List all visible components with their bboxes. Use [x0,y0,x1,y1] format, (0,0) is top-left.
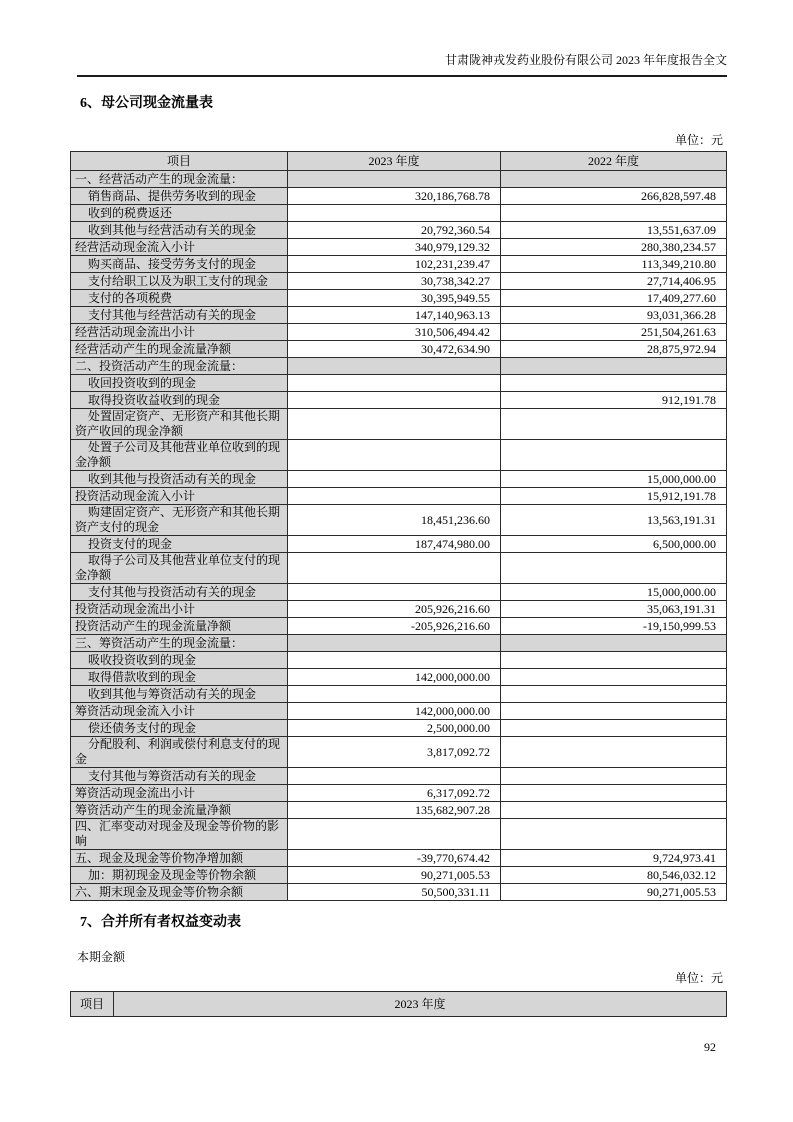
table-row [71,867,727,884]
cash-flow-tbody [71,171,727,901]
row-label: 经营活动现金流出小计 [71,324,288,341]
row-label: 处置固定资产、无形资产和其他长期资产收回的现金净额 [71,409,288,440]
value-2022: 15,000,000.00 [501,471,727,488]
row-label: 吸收投资收到的现金 [71,652,288,669]
value-2022: 266,828,597.48 [501,188,727,205]
value-2023: 135,682,907.28 [288,802,501,819]
table-row [71,635,727,652]
value-2023 [288,440,501,471]
row-label: 收到的税费返还 [71,205,288,222]
value-2022 [501,768,727,785]
row-label: 支付给职工以及为职工支付的现金 [71,273,288,290]
row-label: 分配股利、利润或偿付利息支付的现金 [71,737,288,768]
equity-table [70,991,727,1017]
row-label: 收到其他与筹资活动有关的现金 [71,686,288,703]
value-2023: 187,474,980.00 [288,536,501,553]
table-row [71,584,727,601]
value-2023: 147,140,963.13 [288,307,501,324]
row-label: 销售商品、提供劳务收到的现金 [71,188,288,205]
value-2023: 30,395,949.55 [288,290,501,307]
table-row [71,440,727,471]
row-label: 取得借款收到的现金 [71,669,288,686]
row-label: 筹资活动现金流出小计 [71,785,288,802]
value-2022 [501,703,727,720]
value-2023 [288,488,501,505]
value-2023: 90,271,005.53 [288,867,501,884]
value-2023: 340,979,129.32 [288,239,501,256]
value-2022 [501,171,727,188]
row-label: 支付其他与经营活动有关的现金 [71,307,288,324]
value-2022 [501,553,727,584]
value-2022: 35,063,191.31 [501,601,727,618]
table-row [71,819,727,850]
value-2023: -205,926,216.60 [288,618,501,635]
table-row [71,375,727,392]
row-label: 投资活动现金流入小计 [71,488,288,505]
table-row [71,720,727,737]
value-2023 [288,652,501,669]
value-2023: 2,500,000.00 [288,720,501,737]
value-2022 [501,720,727,737]
table-row [71,618,727,635]
column-header-item: 项目 [71,992,114,1017]
value-2023: 18,451,236.60 [288,505,501,536]
row-label: 投资活动现金流出小计 [71,601,288,618]
value-2023 [288,392,501,409]
document-title: 甘肃陇神戎发药业股份有限公司 2023 年年度报告全文 [444,53,727,67]
row-label: 处置子公司及其他营业单位收到的现金净额 [71,440,288,471]
table-row [71,686,727,703]
value-2023: 3,817,092.72 [288,737,501,768]
value-2022 [501,635,727,652]
row-label: 取得投资收益收到的现金 [71,392,288,409]
row-label: 偿还债务支付的现金 [71,720,288,737]
value-2022 [501,785,727,802]
value-2022: 28,875,972.94 [501,341,727,358]
value-2022 [501,652,727,669]
row-label: 筹资活动产生的现金流量净额 [71,802,288,819]
row-label: 筹资活动现金流入小计 [71,703,288,720]
table-row [71,307,727,324]
table-row [71,324,727,341]
period-label: 本期金额 [77,950,126,964]
value-2022: 93,031,366.28 [501,307,727,324]
document-header [77,52,727,77]
value-2023: 50,500,331.11 [288,884,501,901]
table-row [71,737,727,768]
table-row [71,222,727,239]
value-2023: 6,317,092.72 [288,785,501,802]
table-row [71,536,727,553]
row-label: 收到其他与经营活动有关的现金 [71,222,288,239]
table-row [71,505,727,536]
value-2022 [501,409,727,440]
table-row [71,256,727,273]
value-2023 [288,358,501,375]
value-2023 [288,471,501,488]
value-2023: 30,738,342.27 [288,273,501,290]
row-label: 三、筹资活动产生的现金流量： [71,635,288,652]
value-2022 [501,819,727,850]
column-header-2023: 2023 年度 [288,152,501,171]
value-2022 [501,737,727,768]
row-label: 加：期初现金及现金等价物余额 [71,867,288,884]
value-2023 [288,171,501,188]
value-2022 [501,802,727,819]
row-label: 购建固定资产、无形资产和其他长期资产支付的现金 [71,505,288,536]
row-label: 支付其他与投资活动有关的现金 [71,584,288,601]
table-row [71,703,727,720]
value-2022: 80,546,032.12 [501,867,727,884]
value-2023 [288,584,501,601]
row-label: 六、期末现金及现金等价物余额 [71,884,288,901]
table-header-row [71,992,727,1017]
row-label: 四、汇率变动对现金及现金等价物的影响 [71,819,288,850]
table-row [71,273,727,290]
column-header-item: 项目 [71,152,288,171]
value-2022 [501,686,727,703]
row-label: 购买商品、接受劳务支付的现金 [71,256,288,273]
value-2022: 15,912,191.78 [501,488,727,505]
value-2022: 13,551,637.09 [501,222,727,239]
value-2022: 13,563,191.31 [501,505,727,536]
row-label: 投资活动产生的现金流量净额 [71,618,288,635]
value-2022: 9,724,973.41 [501,850,727,867]
table-row [71,669,727,686]
value-2023 [288,768,501,785]
table-row [71,171,727,188]
table-row [71,884,727,901]
value-2022: 113,349,210.80 [501,256,727,273]
value-2023 [288,553,501,584]
value-2022: 90,271,005.53 [501,884,727,901]
table-row [71,409,727,440]
value-2023: 142,000,000.00 [288,669,501,686]
value-2023: 310,506,494.42 [288,324,501,341]
section-heading-equity: 7、合并所有者权益变动表 [80,915,241,930]
unit-label-equity: 单位：元 [674,971,723,985]
row-label: 取得子公司及其他营业单位支付的现金净额 [71,553,288,584]
row-label: 二、投资活动产生的现金流量： [71,358,288,375]
value-2023: 205,926,216.60 [288,601,501,618]
value-2022 [501,205,727,222]
value-2023: 142,000,000.00 [288,703,501,720]
table-row [71,488,727,505]
row-label: 经营活动产生的现金流量净额 [71,341,288,358]
table-row [71,850,727,867]
table-row [71,553,727,584]
table-row [71,802,727,819]
value-2023 [288,635,501,652]
table-row [71,290,727,307]
row-label: 投资支付的现金 [71,536,288,553]
value-2023 [288,205,501,222]
row-label: 经营活动现金流入小计 [71,239,288,256]
cash-flow-table [70,151,727,901]
table-row [71,341,727,358]
value-2023: 320,186,768.78 [288,188,501,205]
value-2022 [501,358,727,375]
row-label: 支付的各项税费 [71,290,288,307]
table-row [71,239,727,256]
value-2023: 102,231,239.47 [288,256,501,273]
value-2023 [288,686,501,703]
table-row [71,652,727,669]
row-label: 支付其他与筹资活动有关的现金 [71,768,288,785]
table-row [71,601,727,618]
column-header-2022: 2022 年度 [501,152,727,171]
table-row [71,768,727,785]
table-header-row [71,152,727,171]
value-2022: 27,714,406.95 [501,273,727,290]
table-row [71,205,727,222]
value-2023: 20,792,360.54 [288,222,501,239]
value-2022 [501,440,727,471]
table-row [71,471,727,488]
value-2022 [501,669,727,686]
table-row [71,358,727,375]
value-2023 [288,819,501,850]
table-row [71,392,727,409]
column-header-2023: 2023 年度 [114,992,727,1017]
row-label: 一、经营活动产生的现金流量： [71,171,288,188]
value-2023: -39,770,674.42 [288,850,501,867]
value-2023 [288,409,501,440]
row-label: 收到其他与投资活动有关的现金 [71,471,288,488]
value-2023 [288,375,501,392]
table-row [71,188,727,205]
table-row [71,785,727,802]
value-2022: 912,191.78 [501,392,727,409]
page-number: 92 [704,1040,716,1054]
row-label: 五、现金及现金等价物净增加额 [71,850,288,867]
value-2022: 6,500,000.00 [501,536,727,553]
value-2022: 251,504,261.63 [501,324,727,341]
value-2023: 30,472,634.90 [288,341,501,358]
value-2022: 280,380,234.57 [501,239,727,256]
value-2022: 15,000,000.00 [501,584,727,601]
value-2022 [501,375,727,392]
value-2022: -19,150,999.53 [501,618,727,635]
value-2022: 17,409,277.60 [501,290,727,307]
row-label: 收回投资收到的现金 [71,375,288,392]
section-heading-cash-flow: 6、母公司现金流量表 [80,96,213,111]
unit-label-cash-flow: 单位：元 [674,133,723,147]
